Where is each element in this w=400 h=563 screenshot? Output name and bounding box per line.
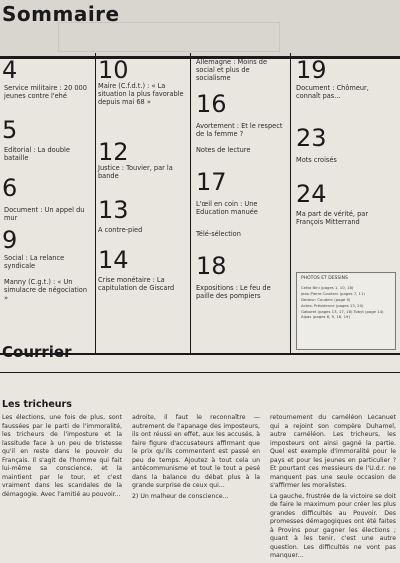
photo-credits-box bbox=[296, 272, 396, 350]
toc-entry[interactable]: Document : Chômeur, connaît pas... bbox=[296, 84, 369, 100]
letter-paragraph: 2) Un malheur de conscience... bbox=[132, 492, 229, 500]
letter-column bbox=[132, 414, 260, 503]
page-number: 4 bbox=[2, 56, 18, 84]
page-number: 18 bbox=[196, 252, 227, 280]
letter-paragraph: retournement du caméléon Lecanuet qui a rejoint son compère Duhamel, autre caméléon. Les tricheurs, les imposteurs ont ainsi gagné la partie. Quel est exemple d'immoralité pour le pays et pour les jeunes en particulier ? Et pourtant ces messieurs de l'U.d.r. ne manquent pas une seule occasion de s'affirmer les moralistes. bbox=[270, 414, 396, 489]
page-number: 9 bbox=[2, 226, 18, 254]
courrier-heading: Courrier bbox=[2, 343, 72, 361]
toc-entry[interactable]: Service militaire : 20 000 jeunes contre l'ehé bbox=[4, 84, 87, 100]
photo-credit-line: Cetta Bini (pages 1, 10, 18) bbox=[301, 285, 354, 290]
section-divider bbox=[0, 372, 400, 373]
toc-entry[interactable]: Maire (C.f.d.t.) : « La situation la plus favorable depuis mai 68 » bbox=[98, 82, 184, 106]
toc-entry[interactable]: Ma part de vérité, par François Mitterrand bbox=[296, 210, 369, 226]
toc-entry[interactable]: Mots croisés bbox=[296, 156, 337, 164]
page-number: 17 bbox=[196, 168, 227, 196]
page-number: 12 bbox=[98, 138, 129, 166]
toc-entry[interactable]: Allemagne : Moins de social et plus de socialisme bbox=[196, 58, 268, 82]
column-divider bbox=[190, 53, 191, 353]
toc-entry[interactable]: Social : La relance syndicale bbox=[4, 254, 65, 270]
photo-credits-title: PHOTOS ET DESSINS bbox=[301, 276, 348, 281]
toc-entry[interactable]: Manny (C.g.t.) : « Un simulacre de négociation » bbox=[4, 278, 88, 302]
photo-credit-line: Actes: Présidence (pages 13, 20) bbox=[301, 303, 364, 308]
toc-entry[interactable]: Document : Un appel du mur bbox=[4, 206, 85, 222]
toc-entry[interactable]: Expositions : Le feu de paille des pompiers bbox=[196, 284, 271, 300]
letter-paragraph: Les élections, une fois de plus, sont faussées par le parti de l'immoralité, les tricheurs de l'imposture et la lassitude face à un peu de tristesse qu'il en reste dans le pouvoir du Français. Il s'agit de l'homme qui fait lui-même sa conscience, et la maintient par le tour, et c'est vraiment dans les scandales de la démagogie. Avec l'amitié au pouvoir... bbox=[2, 414, 122, 498]
letter-column bbox=[270, 414, 396, 563]
toc-entry[interactable]: Télé-sélection bbox=[196, 230, 241, 238]
page-number: 16 bbox=[196, 90, 227, 118]
sommaire-title: Sommaire bbox=[2, 2, 120, 26]
toc-entry[interactable]: Editorial : La double bataille bbox=[4, 146, 70, 162]
page-number: 24 bbox=[296, 180, 327, 208]
toc-entry[interactable]: Notes de lecture bbox=[196, 146, 251, 154]
toc-entry[interactable]: Crise monétaire : La capitulation de Giscard bbox=[98, 276, 175, 292]
toc-entry[interactable]: L'œil en coin : Une Education manuée bbox=[196, 200, 258, 216]
toc-entry[interactable]: A contre-pied bbox=[98, 226, 143, 234]
photo-credit-line: Dedeur: Couderc (page 9) bbox=[301, 297, 351, 302]
page-number: 6 bbox=[2, 174, 18, 202]
header-decoration bbox=[58, 22, 280, 52]
page-number: 10 bbox=[98, 56, 129, 84]
letter-column bbox=[2, 414, 122, 501]
letter-paragraph: adroite, il faut le reconnaître — autrement de l'apanage des imposteurs, ils ont réussi en effet, aux les accusés, à faire figure d'accusateurs affirmant que le prix qu'ils commentent est passé en peu de temps. Ajoutez à tout cela un antécommunisme et tout le tout a pesé dans la balance du débat plus à la grande surprise de ceux qui... bbox=[132, 414, 260, 489]
sommaire-header bbox=[0, 0, 400, 59]
photo-credit-line: Gaboret (pages 13, 17, 18) Tobyt (page 14) Alpas (pages 6, 9, 18, 19) bbox=[301, 309, 384, 319]
column-divider bbox=[95, 53, 96, 353]
photo-credit-line: Jean-Pierre Couderc (pages 7, 11) bbox=[301, 291, 365, 296]
article-title: Les tricheurs bbox=[2, 399, 72, 410]
page-number: 14 bbox=[98, 246, 129, 274]
page-number: 13 bbox=[98, 196, 129, 224]
toc-entry[interactable]: Avortement : Et le respect de la femme ? bbox=[196, 122, 283, 138]
toc-entry[interactable]: Justice : Touvier, par la bande bbox=[98, 164, 173, 180]
page-number: 5 bbox=[2, 116, 18, 144]
page-number: 19 bbox=[296, 56, 327, 84]
letter-paragraph: La gauche, frustrée de la victoire se doit de faire le maximum pour créer les plus grandes difficultés au Pouvoir. Des promesses démagogiques ont été faites à Provins pour gagner les élections ; quant à les tenir, c'est une autre question. Les difficultés ne vont pas manquer... bbox=[270, 492, 396, 559]
page-number: 23 bbox=[296, 124, 327, 152]
column-divider bbox=[290, 53, 291, 353]
